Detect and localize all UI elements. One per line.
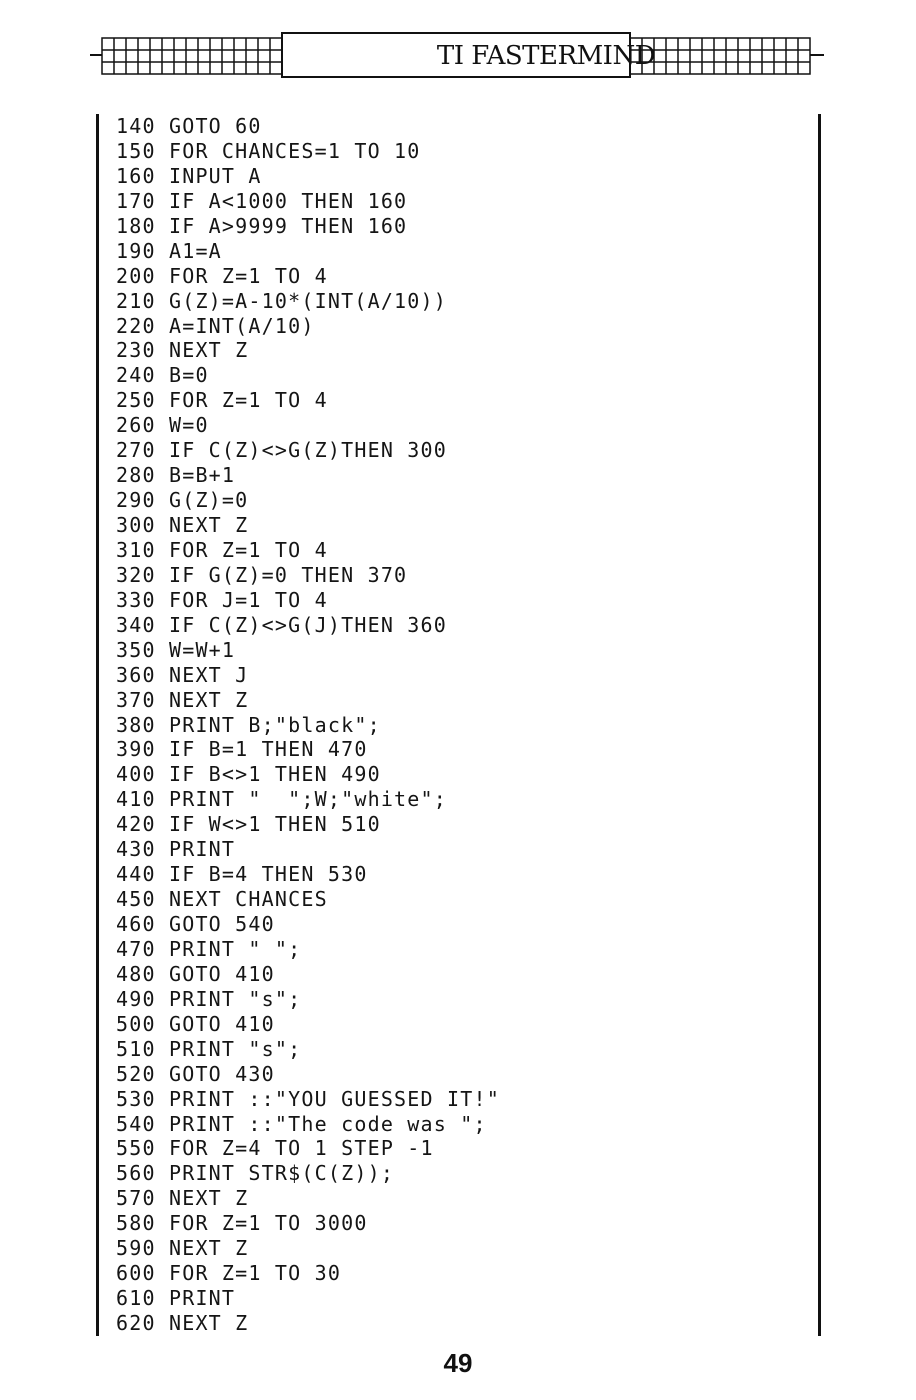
code-line: 600 FOR Z=1 TO 30 [116,1261,342,1286]
code-line: 520 GOTO 430 [116,1061,275,1086]
code-line: 230 NEXT Z [116,338,249,363]
code-line: 410 PRINT " ";W;"white"; [116,787,448,812]
code-line: 180 IF A>9999 THEN 160 [116,213,408,238]
code-line: 160 INPUT A [116,163,262,188]
code-line: 550 FOR Z=4 TO 1 STEP -1 [116,1136,434,1161]
code-line: 540 PRINT ::"The code was "; [116,1111,487,1136]
code-line: 280 B=B+1 [116,463,236,488]
program-listing [116,114,806,1336]
code-line: 470 PRINT " "; [116,936,302,961]
code-line: 480 GOTO 410 [116,961,275,986]
code-line: 370 NEXT Z [116,687,249,712]
code-line: 400 IF B<>1 THEN 490 [116,762,381,787]
code-line: 210 G(Z)=A-10*(INT(A/10)) [116,288,448,313]
code-line: 450 NEXT CHANCES [116,887,328,912]
code-line: 170 IF A<1000 THEN 160 [116,188,408,213]
code-line: 420 IF W<>1 THEN 510 [116,812,381,837]
left-grid-ornament [102,38,282,74]
left-margin-rule [96,114,99,1336]
code-line: 340 IF C(Z)<>G(J)THEN 360 [116,612,448,637]
code-line: 140 GOTO 60 [116,114,262,138]
code-line: 490 PRINT "s"; [116,986,302,1011]
code-line: 560 PRINT STR$(C(Z)); [116,1161,395,1186]
code-line: 330 FOR J=1 TO 4 [116,587,328,612]
code-line: 500 GOTO 410 [116,1011,275,1036]
code-line: 270 IF C(Z)<>G(Z)THEN 300 [116,438,448,463]
page-number: 49 [443,1348,473,1378]
code-line: 310 FOR Z=1 TO 4 [116,537,328,562]
code-line: 390 IF B=1 THEN 470 [116,737,368,762]
code-line: 590 NEXT Z [116,1236,249,1261]
code-line: 320 IF G(Z)=0 THEN 370 [116,562,408,587]
code-line: 250 FOR Z=1 TO 4 [116,388,328,413]
code-line: 220 A=INT(A/10) [116,313,315,338]
code-line: 290 G(Z)=0 [116,488,249,513]
page-title: TI FASTERMIND [436,41,656,71]
code-line: 190 A1=A [116,238,222,263]
code-line: 380 PRINT B;"black"; [116,712,381,737]
code-line: 530 PRINT ::"YOU GUESSED IT!" [116,1086,500,1111]
code-line: 570 NEXT Z [116,1186,249,1211]
right-margin-rule [818,114,821,1336]
code-line: 610 PRINT [116,1286,236,1311]
code-line: 430 PRINT [116,837,236,862]
code-line: 300 NEXT Z [116,513,249,537]
code-line: 580 FOR Z=1 TO 3000 [116,1211,368,1236]
code-line: 350 W=W+1 [116,637,236,662]
code-line: 260 W=0 [116,413,209,438]
code-line: 510 PRINT "s"; [116,1036,302,1061]
page-header [90,30,825,84]
code-line: 620 NEXT Z [116,1311,249,1335]
code-line: 360 NEXT J [116,662,249,687]
code-line: 150 FOR CHANCES=1 TO 10 [116,138,421,163]
code-line: 200 FOR Z=1 TO 4 [116,263,328,288]
code-line: 240 B=0 [116,363,209,388]
code-line: 460 GOTO 540 [116,912,275,936]
code-line: 440 IF B=4 THEN 530 [116,862,368,887]
